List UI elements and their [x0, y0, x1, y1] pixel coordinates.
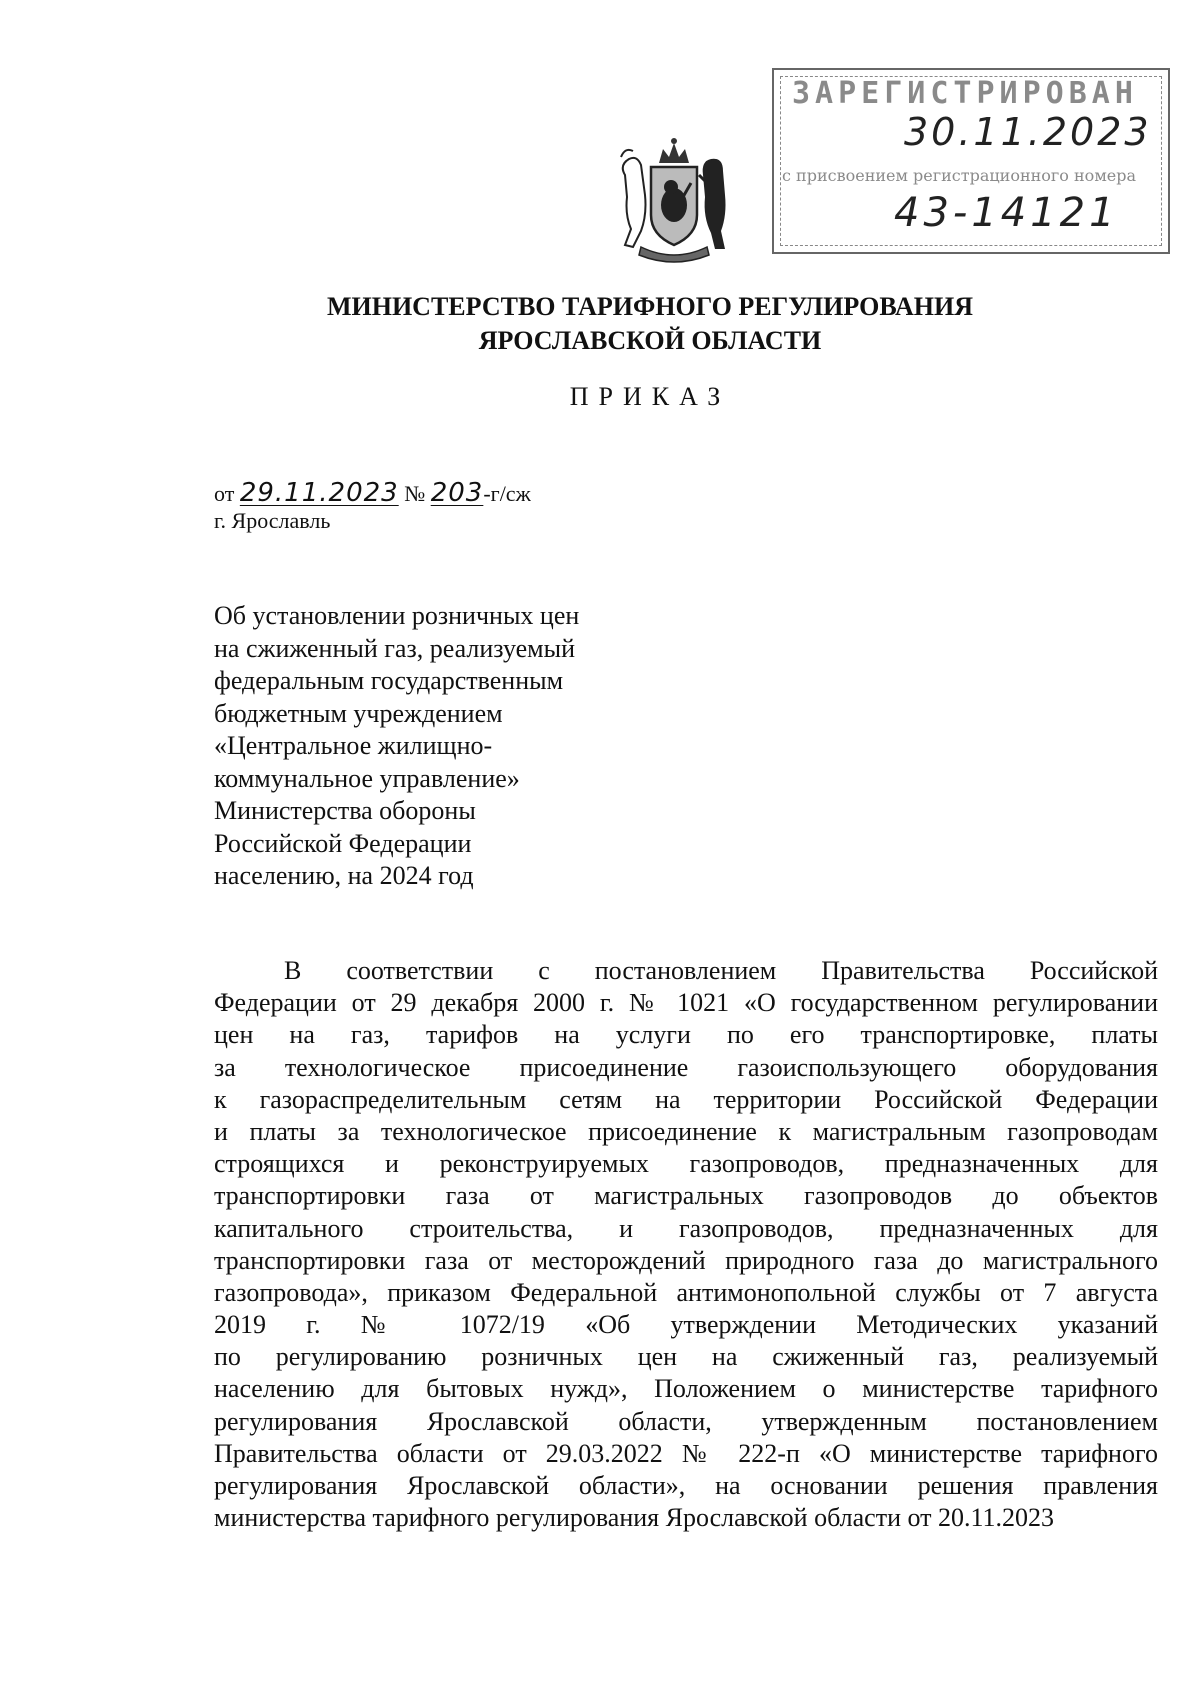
- body-line: Федерации от 29 декабря 2000 г. № 1021 «О государственном регулировании: [214, 988, 1158, 1018]
- subject-line: федеральным государственным: [214, 666, 564, 695]
- coat-of-arms-emblem: [611, 135, 737, 265]
- body-line: населению для бытовых нужд», Положением о министерстве тарифного: [214, 1374, 1158, 1404]
- body-line: 2019 г. № 1072/19 «Об утверждении Методических указаний: [214, 1310, 1158, 1340]
- from-label: от: [214, 481, 235, 506]
- body-line: регулирования Ярославской области, утвержденным постановлением: [214, 1406, 1158, 1436]
- registration-stamp: [772, 68, 1170, 254]
- body-line: и платы за технологическое присоединение к магистральным газопроводам: [214, 1116, 1158, 1146]
- body-line: В соответствии с постановлением Правительства Российской: [284, 956, 1158, 985]
- order-subject: [214, 600, 634, 893]
- order-date-number-line: [214, 478, 531, 508]
- ministry-name: [200, 290, 1100, 358]
- body-line: цен на газ, тарифов на услуги по его транспортировке, платы: [214, 1020, 1158, 1050]
- order-number: 203: [430, 478, 484, 508]
- subject-line: Об установлении розничных цен: [214, 601, 580, 630]
- body-line: Правительства области от 29.03.2022 № 222-п «О министерстве тарифного: [214, 1438, 1158, 1468]
- subject-line: на сжиженный газ, реализуемый: [214, 633, 575, 663]
- body-line: к газораспределительным сетям на территории Российской Федерации: [214, 1084, 1158, 1114]
- body-line: за технологическое присоединение газоиспользующего оборудования: [214, 1052, 1158, 1082]
- body-line: транспортировки газа от магистральных газопроводов до объектов: [214, 1181, 1158, 1211]
- stamp-title: ЗАРЕГИСТРИРОВАН: [792, 76, 1138, 111]
- city-name: г. Ярославль: [214, 508, 331, 533]
- stamp-registration-number: 43-14121: [894, 190, 1119, 236]
- body-paragraph: [214, 955, 1158, 1534]
- body-line: регулирования Ярославской области», на основании решения правления: [214, 1471, 1158, 1500]
- body-line: газопровода», приказом Федеральной антимонопольной службы от 7 августа: [214, 1277, 1158, 1307]
- document-type-title: ПРИКАЗ: [569, 382, 731, 411]
- body-line: министерства тарифного регулирования Ярославской области от 20.11.2023: [214, 1503, 1055, 1533]
- body-line: капитального строительства, и газопроводов, предназначенных для: [214, 1213, 1158, 1243]
- order-date: 29.11.2023: [239, 478, 399, 508]
- order-number-suffix: -г/сж: [483, 481, 531, 506]
- ministry-name-line: ЯРОСЛАВСКОЙ ОБЛАСТИ: [478, 326, 822, 355]
- subject-line: населению, на 2024 год: [214, 861, 474, 890]
- body-line: строящихся и реконструируемых газопроводов, предназначенных для: [214, 1149, 1158, 1179]
- stamp-note: с присвоением регистрационного номера: [782, 166, 1137, 185]
- body-line: транспортировки газа от месторождений природного газа до магистрального: [214, 1245, 1158, 1275]
- subject-line: коммунальное управление»: [214, 763, 520, 793]
- stamp-date: 30.11.2023: [904, 110, 1152, 154]
- subject-line: «Центральное жилищно-: [214, 731, 493, 760]
- subject-line: бюджетным учреждением: [214, 698, 503, 728]
- number-label: №: [404, 481, 426, 506]
- subject-line: Российской Федерации: [214, 828, 472, 858]
- body-line: по регулированию розничных цен на сжиженный газ, реализуемый: [214, 1342, 1158, 1372]
- ministry-name-line: МИНИСТЕРСТВО ТАРИФНОГО РЕГУЛИРОВАНИЯ: [326, 292, 974, 321]
- subject-line: Министерства обороны: [214, 796, 476, 825]
